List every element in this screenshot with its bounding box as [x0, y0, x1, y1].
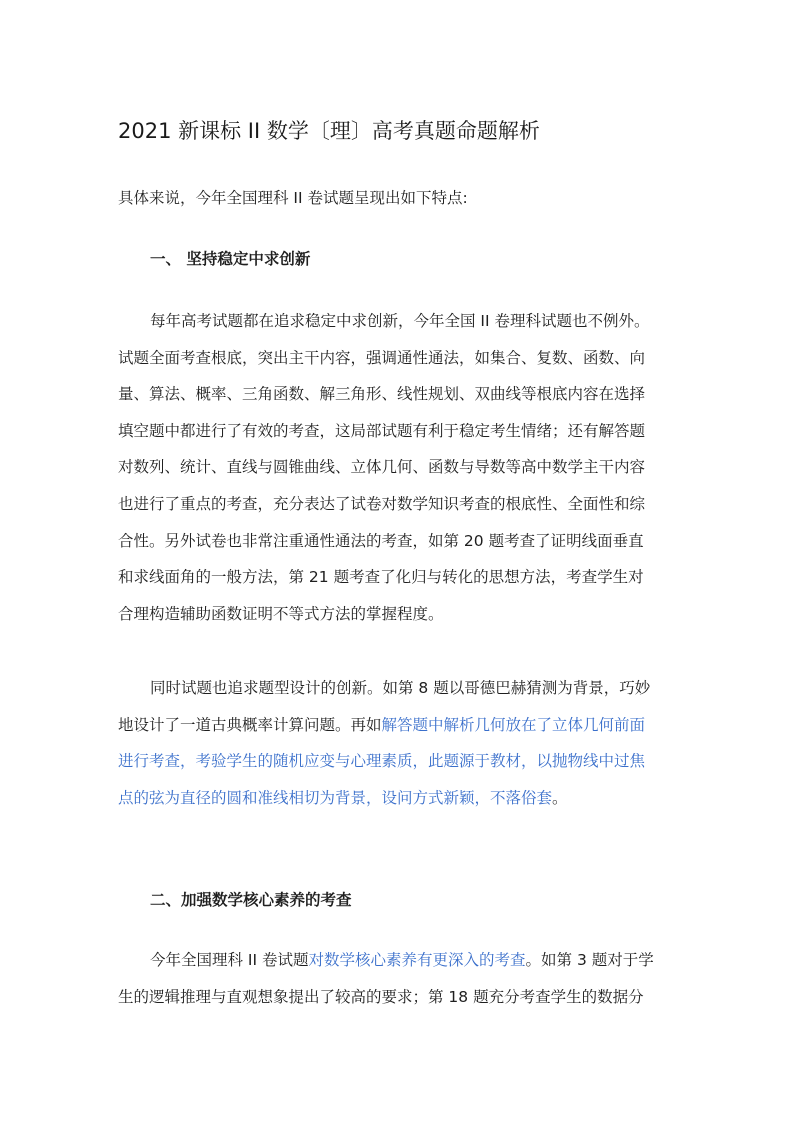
text-line: 和求线面角的一般方法，第 21 题考查了化归与转化的思想方法，考查学生对 [118, 568, 644, 587]
text-line: 同时试题也追求题型设计的创新。如第 8 题以哥德巴赫猜测为背景，巧妙 [150, 679, 651, 697]
section1-paragraph1 [118, 303, 678, 632]
text-line: 也进行了重点的考查，充分表达了试卷对数学知识考查的根底性、全面性和综 [118, 494, 646, 513]
text-line [118, 707, 678, 744]
text-line [118, 942, 678, 979]
text-span: 地设计了一道古典概率计算问题。再如 [118, 715, 382, 734]
text-line: 试题全面考查根底，突出主干内容，强调通性通法，如集合、复数、函数、向 [118, 348, 646, 367]
text-span: 今年全国理科 II 卷试题 [150, 951, 309, 969]
document-title: 2021 新课标 II 数学〔理〕高考真题命题解析 [118, 119, 540, 143]
text-line: 量、算法、概率、三角函数、解三角形、线性规划、双曲线等根底内容在选择 [118, 385, 646, 404]
text-line: 合性。另外试卷也非常注重通性通法的考查，如第 20 题考查了证明线面垂直 [118, 531, 644, 550]
section1-paragraph2 [118, 670, 678, 816]
text-line: 合理构造辅助函数证明不等式方法的掌握程度。 [118, 604, 444, 623]
section2-heading: 二、加强数学核心素养的考查 [150, 891, 352, 909]
text-span: 。如第 3 题对于学 [525, 951, 654, 969]
text-line: 每年高考试题都在追求稳定中求创新，今年全国 II 卷理科试题也不例外。 [150, 312, 650, 330]
intro-text: 具体来说，今年全国理科 II 卷试题呈现出如下特点: [118, 189, 468, 207]
text-span: 。 [552, 788, 568, 807]
section2-paragraph1 [118, 942, 678, 1015]
text-line: 对数列、统计、直线与圆锥曲线、立体几何、函数与导数等高中数学主干内容 [118, 458, 646, 477]
highlighted-link-text[interactable]: 对数学核心素养有更深入的考查 [308, 951, 526, 969]
text-line [118, 780, 678, 817]
highlighted-link-text[interactable]: 点的弦为直径的圆和准线相切为背景，设问方式新颖，不落俗套 [118, 788, 553, 807]
text-line: 填空题中都进行了有效的考查，这局部试题有利于稳定考生情绪；还有解答题 [118, 421, 646, 440]
section1-heading: 一、 坚持稳定中求创新 [150, 250, 311, 268]
highlighted-link-text[interactable]: 解答题中解析几何放在了立体几何前面 [381, 715, 646, 734]
text-line: 生的逻辑推理与直观想象提出了较高的要求；第 18 题充分考查学生的数据分 [118, 987, 644, 1006]
highlighted-link-text[interactable]: 进行考查，考验学生的随机应变与心理素质，此题源于教材，以抛物线中过焦 [118, 752, 646, 771]
